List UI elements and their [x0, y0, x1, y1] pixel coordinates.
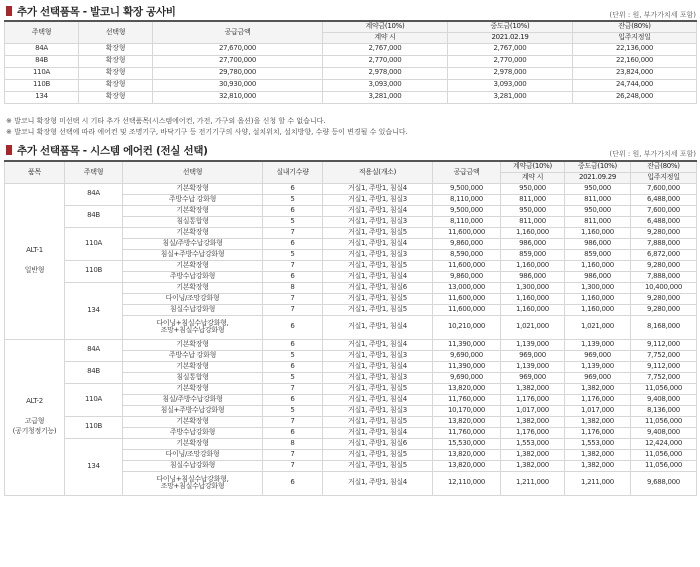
cell-middle: 1,160,000 — [565, 227, 631, 238]
cell-option: 침실수납강화형 — [123, 304, 263, 315]
group-name-sub: (공기청정기능) — [12, 426, 57, 435]
balcony-section-title: 추가 선택품목 - 발코니 확장 공사비 — [6, 4, 176, 19]
col-header-contract-sub: 계약 시 — [501, 172, 565, 183]
cell-balance: 9,280,000 — [631, 227, 697, 238]
cell-middle: 969,000 — [565, 350, 631, 361]
cell-option: 기본확장형 — [123, 227, 263, 238]
col-header-type: 주택형 — [5, 21, 79, 43]
cell-type: 110B — [65, 416, 123, 438]
table-row — [5, 438, 697, 449]
col-header-supply: 공급금액 — [153, 21, 323, 43]
cell-rooms: 거실1, 주방1, 침실5 — [323, 383, 433, 394]
cell-contract: 1,382,000 — [501, 416, 565, 427]
col-header-middle-sub: 2021.09.29 — [565, 172, 631, 183]
cell-contract: 1,211,000 — [501, 471, 565, 495]
cell-contract: 2,767,000 — [323, 43, 448, 55]
cell-type: 84B — [65, 361, 123, 383]
table-row — [5, 416, 697, 427]
cell-balance: 8,136,000 — [631, 405, 697, 416]
cell-units: 5 — [263, 350, 323, 361]
aircon-unit-note: (단위 : 원, 부가가치세 포함) — [609, 150, 696, 158]
cell-balance: 24,744,000 — [573, 79, 697, 91]
cell-middle: 1,017,000 — [565, 405, 631, 416]
cell-contract: 969,000 — [501, 372, 565, 383]
cell-option: 주방수납 강화형 — [123, 194, 263, 205]
cell-supply: 11,600,000 — [433, 260, 501, 271]
title-marker-icon — [6, 145, 12, 155]
cell-option: 침실+주방수납강화형 — [123, 249, 263, 260]
cell-balance: 7,752,000 — [631, 372, 697, 383]
col-header-middle-sub: 2021.02.19 — [448, 32, 573, 43]
cell-balance: 11,056,000 — [631, 383, 697, 394]
cell-balance: 11,056,000 — [631, 416, 697, 427]
cell-type: 84A — [65, 339, 123, 361]
cell-rooms: 거실1, 주방1, 침실5 — [323, 416, 433, 427]
cell-contract: 950,000 — [501, 183, 565, 194]
cell-units: 7 — [263, 260, 323, 271]
group-name: 고급형 — [24, 417, 45, 425]
group-cell — [5, 339, 65, 495]
cell-balance: 9,280,000 — [631, 293, 697, 304]
cell-option: 침실통합형 — [123, 372, 263, 383]
cell-option: 주방수납강화형 — [123, 271, 263, 282]
cell-middle: 1,139,000 — [565, 339, 631, 350]
cell-contract: 1,160,000 — [501, 227, 565, 238]
cell-supply: 12,110,000 — [433, 471, 501, 495]
cell-option — [123, 315, 263, 339]
cell-rooms: 거실1, 주방1, 침실3 — [323, 216, 433, 227]
cell-type: 84A — [5, 43, 79, 55]
cell-contract: 1,300,000 — [501, 282, 565, 293]
cell-units: 6 — [263, 361, 323, 372]
cell-supply: 11,760,000 — [433, 394, 501, 405]
col-header-rooms: 적용실(개소) — [323, 161, 433, 183]
cell-contract: 986,000 — [501, 238, 565, 249]
cell-rooms: 거실1, 주방1, 침실4 — [323, 361, 433, 372]
cell-option: 기본확장형 — [123, 260, 263, 271]
table-row — [5, 205, 697, 216]
cell-middle: 1,553,000 — [565, 438, 631, 449]
option-line: 조망+침실수납강화형 — [160, 482, 225, 490]
cell-contract: 1,382,000 — [501, 383, 565, 394]
cell-middle: 969,000 — [565, 372, 631, 383]
cell-supply: 11,600,000 — [433, 293, 501, 304]
cell-type: 110B — [5, 79, 79, 91]
col-header-balance: 잔금(80%) — [573, 21, 697, 32]
col-header-contract-sub: 계약 시 — [323, 32, 448, 43]
table-row — [5, 339, 697, 350]
group-code: ALT-2 — [26, 397, 43, 406]
cell-option: 기본확장형 — [123, 438, 263, 449]
cell-supply: 10,170,000 — [433, 405, 501, 416]
cell-option: 확장형 — [79, 55, 153, 67]
cell-option: 확장형 — [79, 67, 153, 79]
cell-balance: 9,688,000 — [631, 471, 697, 495]
table-row — [5, 55, 697, 67]
cell-contract: 3,281,000 — [323, 91, 448, 103]
cell-middle: 1,021,000 — [565, 315, 631, 339]
cell-contract: 811,000 — [501, 194, 565, 205]
cell-type: 84B — [65, 205, 123, 227]
cell-supply: 9,690,000 — [433, 350, 501, 361]
cell-balance: 23,824,000 — [573, 67, 697, 79]
cell-units: 7 — [263, 449, 323, 460]
cell-middle: 1,382,000 — [565, 416, 631, 427]
cell-rooms: 거실1, 주방1, 침실4 — [323, 427, 433, 438]
col-header-middle: 중도금(10%) — [448, 21, 573, 32]
cell-option — [123, 471, 263, 495]
col-header-supply: 공급금액 — [433, 161, 501, 183]
cell-supply: 8,110,000 — [433, 216, 501, 227]
cell-supply: 11,390,000 — [433, 339, 501, 350]
cell-contract: 950,000 — [501, 205, 565, 216]
note-line: ※ 발코니 확장형 미선택 시 기타 추가 선택품목(시스템에어컨, 가전, 가구외 옵션)을 신청 할 수 없습니다. — [6, 117, 326, 125]
cell-option: 확장형 — [79, 79, 153, 91]
cell-middle: 859,000 — [565, 249, 631, 260]
cell-supply: 10,210,000 — [433, 315, 501, 339]
cell-middle: 1,382,000 — [565, 383, 631, 394]
cell-middle: 1,300,000 — [565, 282, 631, 293]
cell-balance: 7,888,000 — [631, 238, 697, 249]
cell-balance: 9,408,000 — [631, 427, 697, 438]
cell-contract: 1,017,000 — [501, 405, 565, 416]
cell-type: 134 — [65, 282, 123, 339]
cell-type: 110A — [65, 383, 123, 416]
cell-supply: 15,530,000 — [433, 438, 501, 449]
cell-option: 기본확장형 — [123, 383, 263, 394]
cell-units: 7 — [263, 383, 323, 394]
cell-contract: 1,160,000 — [501, 293, 565, 304]
cell-units: 8 — [263, 438, 323, 449]
cell-middle: 1,160,000 — [565, 304, 631, 315]
col-header-middle: 중도금(10%) — [565, 161, 631, 172]
group-name: 일반형 — [24, 265, 45, 274]
cell-middle: 2,978,000 — [448, 67, 573, 79]
cell-supply: 32,810,000 — [153, 91, 323, 103]
cell-supply: 27,670,000 — [153, 43, 323, 55]
cell-balance: 9,112,000 — [631, 361, 697, 372]
cell-supply: 27,700,000 — [153, 55, 323, 67]
group-code: ALT-1 — [26, 246, 43, 255]
cell-middle: 1,160,000 — [565, 293, 631, 304]
cell-supply: 8,110,000 — [433, 194, 501, 205]
group-cell — [5, 183, 65, 339]
cell-contract: 1,021,000 — [501, 315, 565, 339]
cell-rooms: 거실1, 주방1, 침실6 — [323, 282, 433, 293]
cell-balance: 26,248,000 — [573, 91, 697, 103]
cell-option: 다이닝/조망강화형 — [123, 449, 263, 460]
table-row — [5, 383, 697, 394]
cell-option: 침실+주방수납강화형 — [123, 405, 263, 416]
cell-balance: 10,400,000 — [631, 282, 697, 293]
cell-contract: 3,093,000 — [323, 79, 448, 91]
cell-contract: 2,978,000 — [323, 67, 448, 79]
cell-balance: 9,408,000 — [631, 394, 697, 405]
cell-rooms: 거실1, 주방1, 침실5 — [323, 260, 433, 271]
cell-option: 침실/주방수납강화형 — [123, 394, 263, 405]
title-marker-icon — [6, 6, 12, 16]
cell-units: 5 — [263, 372, 323, 383]
cell-supply: 11,600,000 — [433, 227, 501, 238]
cell-rooms: 거실1, 주방1, 침실5 — [323, 460, 433, 471]
cell-contract: 811,000 — [501, 216, 565, 227]
cell-supply: 9,860,000 — [433, 238, 501, 249]
cell-middle: 1,160,000 — [565, 260, 631, 271]
cell-units: 6 — [263, 315, 323, 339]
cell-supply: 13,820,000 — [433, 449, 501, 460]
cell-units: 6 — [263, 471, 323, 495]
cell-units: 7 — [263, 227, 323, 238]
balcony-price-table — [4, 20, 697, 104]
cell-rooms: 거실1, 주방1, 침실4 — [323, 315, 433, 339]
cell-middle: 1,211,000 — [565, 471, 631, 495]
cell-option: 확장형 — [79, 43, 153, 55]
cell-middle: 1,139,000 — [565, 361, 631, 372]
table-row — [5, 260, 697, 271]
col-header-balance: 잔금(80%) — [631, 161, 697, 172]
cell-middle: 1,382,000 — [565, 460, 631, 471]
cell-balance: 11,056,000 — [631, 449, 697, 460]
cell-rooms: 거실1, 주방1, 침실5 — [323, 304, 433, 315]
cell-supply: 9,500,000 — [433, 183, 501, 194]
cell-contract: 1,382,000 — [501, 460, 565, 471]
cell-option: 침실수납강화형 — [123, 460, 263, 471]
group-spacer — [5, 407, 64, 417]
cell-units: 7 — [263, 293, 323, 304]
cell-balance: 7,888,000 — [631, 271, 697, 282]
cell-type: 134 — [5, 91, 79, 103]
cell-option: 주방수납강화형 — [123, 427, 263, 438]
cell-contract: 1,160,000 — [501, 304, 565, 315]
cell-supply: 8,590,000 — [433, 249, 501, 260]
cell-units: 6 — [263, 394, 323, 405]
cell-units: 6 — [263, 238, 323, 249]
cell-supply: 11,390,000 — [433, 361, 501, 372]
col-header-item: 품목 — [5, 161, 65, 183]
col-header-contract: 계약금(10%) — [501, 161, 565, 172]
cell-option: 다이닝/조망강화형 — [123, 293, 263, 304]
cell-units: 6 — [263, 271, 323, 282]
cell-units: 7 — [263, 416, 323, 427]
cell-contract: 859,000 — [501, 249, 565, 260]
cell-middle: 2,770,000 — [448, 55, 573, 67]
cell-balance: 22,160,000 — [573, 55, 697, 67]
cell-rooms: 거실1, 주방1, 침실4 — [323, 394, 433, 405]
cell-type: 134 — [65, 438, 123, 495]
cell-option: 기본확장형 — [123, 361, 263, 372]
cell-middle: 950,000 — [565, 205, 631, 216]
cell-contract: 1,176,000 — [501, 394, 565, 405]
cell-option: 침실통합형 — [123, 216, 263, 227]
balcony-notes — [6, 116, 408, 138]
cell-rooms: 거실1, 주방1, 침실6 — [323, 438, 433, 449]
cell-balance: 6,872,000 — [631, 249, 697, 260]
table-row — [5, 361, 697, 372]
table-row — [5, 67, 697, 79]
cell-units: 5 — [263, 194, 323, 205]
table-row — [5, 282, 697, 293]
cell-balance: 9,280,000 — [631, 260, 697, 271]
cell-supply: 11,760,000 — [433, 427, 501, 438]
cell-contract: 986,000 — [501, 271, 565, 282]
cell-rooms: 거실1, 주방1, 침실4 — [323, 271, 433, 282]
cell-balance: 9,112,000 — [631, 339, 697, 350]
cell-contract: 1,553,000 — [501, 438, 565, 449]
cell-units: 7 — [263, 460, 323, 471]
cell-supply: 9,500,000 — [433, 205, 501, 216]
cell-middle: 986,000 — [565, 238, 631, 249]
cell-rooms: 거실1, 주방1, 침실4 — [323, 238, 433, 249]
col-header-balance-sub: 입주지정일 — [631, 172, 697, 183]
cell-rooms: 거실1, 주방1, 침실3 — [323, 405, 433, 416]
cell-middle: 811,000 — [565, 216, 631, 227]
cell-rooms: 거실1, 주방1, 침실4 — [323, 339, 433, 350]
cell-middle: 3,281,000 — [448, 91, 573, 103]
option-line: 조망+침실수납강화형 — [160, 326, 225, 334]
cell-middle: 811,000 — [565, 194, 631, 205]
cell-supply: 29,780,000 — [153, 67, 323, 79]
col-header-option: 선택형 — [79, 21, 153, 43]
col-header-balance-sub: 입주지정일 — [573, 32, 697, 43]
cell-rooms: 거실1, 주방1, 침실5 — [323, 449, 433, 460]
cell-balance: 7,600,000 — [631, 205, 697, 216]
cell-units: 8 — [263, 282, 323, 293]
cell-option: 기본확장형 — [123, 205, 263, 216]
cell-middle: 950,000 — [565, 183, 631, 194]
cell-supply: 13,820,000 — [433, 383, 501, 394]
cell-balance: 6,488,000 — [631, 216, 697, 227]
cell-type: 84B — [5, 55, 79, 67]
cell-balance: 11,056,000 — [631, 460, 697, 471]
cell-option: 기본확장형 — [123, 282, 263, 293]
cell-option: 기본확장형 — [123, 339, 263, 350]
col-header-units: 실내기수량 — [263, 161, 323, 183]
cell-units: 5 — [263, 216, 323, 227]
cell-contract: 1,382,000 — [501, 449, 565, 460]
cell-rooms: 거실1, 주방1, 침실4 — [323, 471, 433, 495]
table-row — [5, 183, 697, 194]
col-header-option: 선택형 — [123, 161, 263, 183]
cell-type: 110B — [65, 260, 123, 282]
cell-supply: 9,860,000 — [433, 271, 501, 282]
cell-balance: 7,600,000 — [631, 183, 697, 194]
cell-supply: 11,600,000 — [433, 304, 501, 315]
aircon-price-table — [4, 160, 697, 496]
balcony-unit-note: (단위 : 원, 부가가치세 포함) — [609, 11, 696, 19]
option-line: 다이닝+침실수납강화형, — [156, 474, 229, 483]
cell-contract: 1,176,000 — [501, 427, 565, 438]
cell-contract: 1,160,000 — [501, 260, 565, 271]
cell-option: 확장형 — [79, 91, 153, 103]
cell-rooms: 거실1, 주방1, 침실3 — [323, 249, 433, 260]
group-spacer — [5, 256, 64, 266]
cell-balance: 7,752,000 — [631, 350, 697, 361]
cell-contract: 969,000 — [501, 350, 565, 361]
option-line: 다이닝+침실수납강화형, — [156, 318, 229, 327]
cell-units: 6 — [263, 183, 323, 194]
cell-units: 5 — [263, 249, 323, 260]
cell-rooms: 거실1, 주방1, 침실5 — [323, 227, 433, 238]
cell-supply: 13,820,000 — [433, 460, 501, 471]
cell-balance: 8,168,000 — [631, 315, 697, 339]
cell-rooms: 거실1, 주방1, 침실5 — [323, 293, 433, 304]
cell-units: 5 — [263, 405, 323, 416]
cell-rooms: 거실1, 주방1, 침실3 — [323, 372, 433, 383]
cell-balance: 12,424,000 — [631, 438, 697, 449]
cell-balance: 6,488,000 — [631, 194, 697, 205]
cell-units: 7 — [263, 304, 323, 315]
cell-rooms: 거실1, 주방1, 침실4 — [323, 205, 433, 216]
cell-type: 110A — [65, 227, 123, 260]
cell-option: 주방수납 강화형 — [123, 350, 263, 361]
cell-option: 기본확장형 — [123, 183, 263, 194]
cell-middle: 3,093,000 — [448, 79, 573, 91]
note-line: ※ 발코니 확장형 선택에 따라 에어컨 및 조명기구, 바닥기구 등 전기기구의 사양, 설치위치, 설치방향, 수량 등이 변경될 수 있습니다. — [6, 128, 408, 136]
cell-type: 84A — [65, 183, 123, 205]
aircon-section-title: 추가 선택품목 - 시스템 에어컨 (전실 선택) — [6, 143, 208, 158]
cell-rooms: 거실1, 주방1, 침실3 — [323, 350, 433, 361]
table-row — [5, 43, 697, 55]
table-row — [5, 227, 697, 238]
cell-balance: 22,136,000 — [573, 43, 697, 55]
cell-middle: 1,382,000 — [565, 449, 631, 460]
col-header-contract: 계약금(10%) — [323, 21, 448, 32]
cell-units: 6 — [263, 205, 323, 216]
cell-option: 침실/주방수납강화형 — [123, 238, 263, 249]
cell-contract: 2,770,000 — [323, 55, 448, 67]
cell-units: 6 — [263, 427, 323, 438]
cell-option: 기본확장형 — [123, 416, 263, 427]
cell-units: 6 — [263, 339, 323, 350]
table-row — [5, 79, 697, 91]
cell-supply: 30,930,000 — [153, 79, 323, 91]
cell-supply: 9,690,000 — [433, 372, 501, 383]
cell-contract: 1,139,000 — [501, 361, 565, 372]
cell-middle: 1,176,000 — [565, 427, 631, 438]
cell-balance: 9,280,000 — [631, 304, 697, 315]
col-header-type: 주택형 — [65, 161, 123, 183]
cell-rooms: 거실1, 주방1, 침실3 — [323, 194, 433, 205]
cell-type: 110A — [5, 67, 79, 79]
cell-rooms: 거실1, 주방1, 침실4 — [323, 183, 433, 194]
cell-contract: 1,139,000 — [501, 339, 565, 350]
table-row — [5, 91, 697, 103]
cell-supply: 13,820,000 — [433, 416, 501, 427]
cell-middle: 986,000 — [565, 271, 631, 282]
cell-middle: 2,767,000 — [448, 43, 573, 55]
cell-middle: 1,176,000 — [565, 394, 631, 405]
cell-supply: 13,000,000 — [433, 282, 501, 293]
